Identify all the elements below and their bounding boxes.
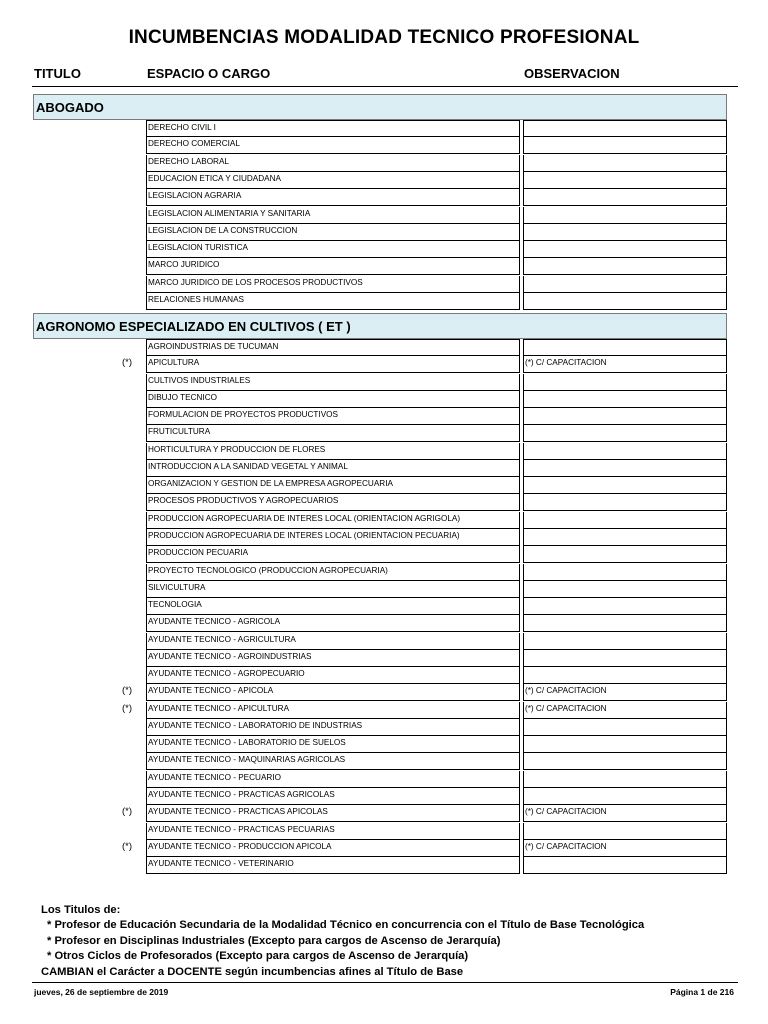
cargo-cell: AYUDANTE TECNICO - LABORATORIO DE INDUSTRIAS [146, 719, 520, 736]
table-row [0, 356, 768, 373]
notes-item: * Profesor de Educación Secundaria de la Modalidad Técnico en concurrencia con el Título de Base Tecnológica [47, 919, 645, 932]
table-row [0, 598, 768, 615]
table-row [0, 650, 768, 667]
observacion-cell [523, 494, 727, 511]
header-divider [32, 86, 738, 87]
observacion-cell [523, 391, 727, 408]
table-row [0, 702, 768, 719]
table-row [0, 120, 768, 137]
observacion-cell [523, 293, 727, 310]
cargo-cell: LEGISLACION DE LA CONSTRUCCION [146, 224, 520, 241]
observacion-cell [523, 719, 727, 736]
cargo-cell: APICULTURA [146, 356, 520, 373]
table-row [0, 719, 768, 736]
table-row [0, 258, 768, 275]
table-row [0, 207, 768, 224]
table-row [0, 477, 768, 494]
table-row [0, 633, 768, 650]
page-title: INCUMBENCIAS MODALIDAD TECNICO PROFESIONAL [128, 27, 640, 48]
cargo-cell: PROYECTO TECNOLOGICO (PRODUCCION AGROPECUARIA) [146, 564, 520, 581]
table-row [0, 293, 768, 310]
observacion-cell [523, 374, 727, 391]
cargo-cell: PRODUCCION AGROPECUARIA DE INTERES LOCAL (ORIENTACION AGRIGOLA) [146, 512, 520, 529]
notes-intro: Los Titulos de: [41, 904, 121, 916]
observacion-cell [523, 155, 727, 172]
footer-divider [32, 982, 738, 983]
notes [41, 903, 644, 980]
observacion-cell [523, 189, 727, 206]
table-row [0, 857, 768, 874]
row-mark: (*) [122, 806, 133, 818]
cargo-cell: AYUDANTE TECNICO - PRODUCCION APICOLA [146, 840, 520, 857]
table-row [0, 546, 768, 563]
cargo-cell: TECNOLOGIA [146, 598, 520, 615]
cargo-cell: AYUDANTE TECNICO - PECUARIO [146, 771, 520, 788]
cargo-cell: AYUDANTE TECNICO - AGRICULTURA [146, 633, 520, 650]
cargo-cell: AYUDANTE TECNICO - AGROINDUSTRIAS [146, 650, 520, 667]
table-row [0, 823, 768, 840]
observacion-cell: (*) C/ CAPACITACION [523, 684, 727, 701]
footer-page: Página 1 de 216 [670, 987, 734, 997]
observacion-cell [523, 276, 727, 293]
observacion-cell [523, 771, 727, 788]
table-row [0, 460, 768, 477]
table-row [0, 615, 768, 632]
cargo-cell: DERECHO LABORAL [146, 155, 520, 172]
observacion-cell [523, 207, 727, 224]
cargo-cell: AYUDANTE TECNICO - APICULTURA [146, 702, 520, 719]
table-row [0, 276, 768, 293]
cargo-cell: ORGANIZACION Y GESTION DE LA EMPRESA AGROPECUARIA [146, 477, 520, 494]
row-mark: (*) [122, 685, 133, 697]
table-row [0, 425, 768, 442]
observacion-cell [523, 425, 727, 442]
observacion-cell [523, 581, 727, 598]
notes-item: * Profesor en Disciplinas Industriales (Excepto para cargos de Ascenso de Jerarquía) [47, 934, 501, 947]
observacion-cell [523, 857, 727, 874]
table-row [0, 788, 768, 805]
cargo-cell: PROCESOS PRODUCTIVOS Y AGROPECUARIOS [146, 494, 520, 511]
row-mark: (*) [122, 840, 133, 852]
observacion-cell [523, 529, 727, 546]
cargo-cell: AYUDANTE TECNICO - PRACTICAS APICOLAS [146, 805, 520, 822]
notes-item: * Otros Ciclos de Profesorados (Excepto para cargos de Ascenso de Jerarquía) [47, 950, 469, 963]
observacion-cell [523, 598, 727, 615]
observacion-cell [523, 137, 727, 154]
cargo-cell: AYUDANTE TECNICO - MAQUINARIAS AGRICOLAS [146, 753, 520, 770]
cargo-cell: MARCO JURIDICO [146, 258, 520, 275]
table-row [0, 224, 768, 241]
observacion-cell: (*) C/ CAPACITACION [523, 805, 727, 822]
observacion-cell [523, 224, 727, 241]
cargo-cell: PRODUCCION AGROPECUARIA DE INTERES LOCAL (ORIENTACION PECUARIA) [146, 529, 520, 546]
footer-date: jueves, 26 de septiembre de 2019 [34, 987, 169, 997]
cargo-cell: INTRODUCCION A LA SANIDAD VEGETAL Y ANIMAL [146, 460, 520, 477]
cargo-cell: EDUCACION ETICA Y CIUDADANA [146, 172, 520, 189]
table-row [0, 155, 768, 172]
table-row [0, 512, 768, 529]
cargo-cell: AYUDANTE TECNICO - AGRICOLA [146, 615, 520, 632]
cargo-cell: DERECHO COMERCIAL [146, 137, 520, 154]
cargo-cell: FORMULACION DE PROYECTOS PRODUCTIVOS [146, 408, 520, 425]
table-row [0, 189, 768, 206]
cargo-cell: MARCO JURIDICO DE LOS PROCESOS PRODUCTIVOS [146, 276, 520, 293]
observacion-cell [523, 460, 727, 477]
table-row [0, 494, 768, 511]
cargo-cell: SILVICULTURA [146, 581, 520, 598]
observacion-cell [523, 633, 727, 650]
cargo-cell: AYUDANTE TECNICO - PRACTICAS PECUARIAS [146, 823, 520, 840]
observacion-cell: (*) C/ CAPACITACION [523, 356, 727, 373]
table-row [0, 736, 768, 753]
cargo-cell: AYUDANTE TECNICO - LABORATORIO DE SUELOS [146, 736, 520, 753]
table-row [0, 172, 768, 189]
table-row [0, 805, 768, 822]
observacion-cell [523, 408, 727, 425]
cargo-cell: PRODUCCION PECUARIA [146, 546, 520, 563]
cargo-cell: LEGISLACION AGRARIA [146, 189, 520, 206]
observacion-cell [523, 564, 727, 581]
observacion-cell [523, 443, 727, 460]
row-mark: (*) [122, 357, 133, 369]
cargo-cell: CULTIVOS INDUSTRIALES [146, 374, 520, 391]
cargo-cell: AGROINDUSTRIAS DE TUCUMAN [146, 339, 520, 356]
column-header-espacio: ESPACIO O CARGO [147, 66, 271, 81]
observacion-cell [523, 120, 727, 137]
observacion-cell [523, 667, 727, 684]
table-row [0, 684, 768, 701]
table-row [0, 753, 768, 770]
observacion-cell [523, 241, 727, 258]
observacion-cell: (*) C/ CAPACITACION [523, 840, 727, 857]
cargo-cell: AYUDANTE TECNICO - VETERINARIO [146, 857, 520, 874]
cargo-cell: AYUDANTE TECNICO - AGROPECUARIO [146, 667, 520, 684]
column-header-observacion: OBSERVACION [524, 66, 620, 81]
observacion-cell [523, 339, 727, 356]
observacion-cell: (*) C/ CAPACITACION [523, 702, 727, 719]
observacion-cell [523, 823, 727, 840]
column-header-titulo: TITULO [34, 66, 81, 81]
table-row [0, 339, 768, 356]
observacion-cell [523, 650, 727, 667]
observacion-cell [523, 788, 727, 805]
cargo-cell: AYUDANTE TECNICO - APICOLA [146, 684, 520, 701]
table-row [0, 443, 768, 460]
cargo-cell: FRUTICULTURA [146, 425, 520, 442]
observacion-cell [523, 753, 727, 770]
cargo-cell: DIBUJO TECNICO [146, 391, 520, 408]
observacion-cell [523, 477, 727, 494]
observacion-cell [523, 512, 727, 529]
cargo-cell: LEGISLACION ALIMENTARIA Y SANITARIA [146, 207, 520, 224]
cargo-cell: DERECHO CIVIL I [146, 120, 520, 137]
table-row [0, 840, 768, 857]
section-header: AGRONOMO ESPECIALIZADO EN CULTIVOS ( ET ) [33, 313, 727, 339]
table-row [0, 241, 768, 258]
table-row [0, 408, 768, 425]
observacion-cell [523, 546, 727, 563]
table-row [0, 771, 768, 788]
cargo-cell: RELACIONES HUMANAS [146, 293, 520, 310]
row-mark: (*) [122, 702, 133, 714]
notes-outro: CAMBIAN el Carácter a DOCENTE según incumbencias afines al Título de Base [41, 965, 464, 978]
cargo-cell: AYUDANTE TECNICO - PRACTICAS AGRICOLAS [146, 788, 520, 805]
table-row [0, 581, 768, 598]
observacion-cell [523, 172, 727, 189]
table-row [0, 137, 768, 154]
table-row [0, 564, 768, 581]
table-row [0, 374, 768, 391]
observacion-cell [523, 615, 727, 632]
table-row [0, 667, 768, 684]
cargo-cell: HORTICULTURA Y PRODUCCION DE FLORES [146, 443, 520, 460]
section-header: ABOGADO [33, 94, 727, 120]
table-row [0, 391, 768, 408]
table-row [0, 529, 768, 546]
observacion-cell [523, 258, 727, 275]
cargo-cell: LEGISLACION TURISTICA [146, 241, 520, 258]
observacion-cell [523, 736, 727, 753]
